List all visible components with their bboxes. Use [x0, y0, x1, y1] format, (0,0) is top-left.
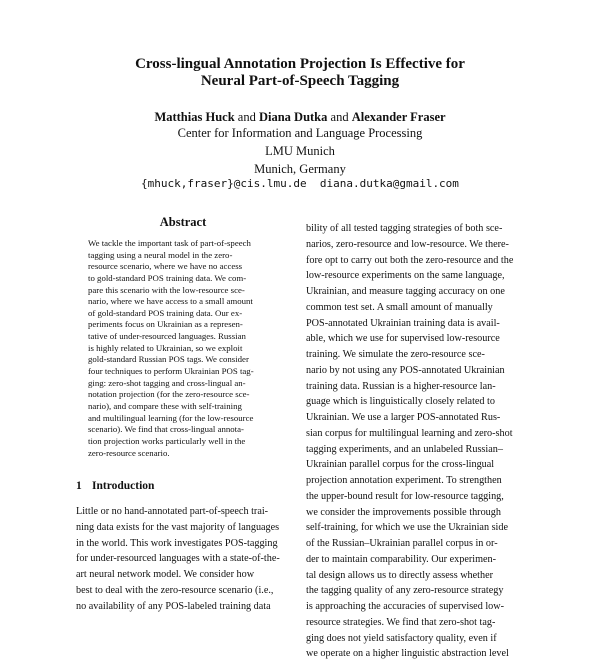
affiliation-line: Center for Information and Language Processing	[177, 126, 423, 140]
abstract-line: notation projection (for the zero-resource sce-	[88, 389, 250, 400]
abstract-body	[88, 238, 278, 459]
body-line: ning data exists for the vast majority of languages	[76, 521, 280, 533]
body-line: best to deal with the zero-resource scenario (i.e.,	[76, 584, 274, 596]
body-line: we operate on a higher linguistic abstraction level	[306, 648, 509, 660]
abstract-line: pare this scenario with the low-resource sce-	[88, 284, 245, 295]
body-line: tal design allows us to directly assess whether	[306, 569, 494, 581]
body-line: training. We simulate the zero-resource sce-	[306, 349, 485, 360]
affiliation-line: Munich, Germany	[254, 162, 346, 176]
abstract-line: ging: zero-shot tagging and cross-lingual an-	[88, 377, 246, 388]
author-separator: and	[234, 110, 259, 124]
body-line: POS-annotated Ukrainian training data is avail-	[306, 317, 500, 329]
abstract-line: nario), and compare these with self-training	[88, 400, 242, 411]
body-line: no availability of any POS-labeled training data	[76, 600, 271, 612]
section-heading	[76, 479, 291, 493]
title-line: Cross-lingual Annotation Projection Is Effective for	[135, 56, 465, 72]
body-line: bility of all tested tagging strategies of both sce-	[306, 223, 503, 234]
body-line: Ukrainian parallel corpus for the cross-lingual	[306, 459, 495, 471]
abstract-line: zero-resource scenario.	[88, 447, 170, 458]
abstract-line: tagging using a neural model in the zero-	[88, 249, 233, 260]
paper-title	[0, 56, 600, 90]
introduction-body	[76, 504, 291, 614]
abstract-line: tative of under-resourced languages. Russian	[88, 331, 246, 342]
body-line: self-training, for which we use the Ukrainian side	[306, 522, 508, 534]
abstract-line: resource scenario, where we have no access	[88, 261, 243, 272]
body-line: the upper-bound result for low-resource tagging,	[306, 490, 504, 502]
author-name: Diana Dutka	[258, 110, 328, 124]
body-line: Ukrainian, and measure tagging accuracy on one	[306, 286, 505, 297]
abstract-line: is highly related to Ukrainian, so we exploit	[88, 342, 243, 353]
body-line: projection annotation experiment. To strengthen	[306, 475, 502, 486]
author-emails: {mhuck,fraser}@cis.lmu.de diana.dutka@gmail.com	[141, 177, 459, 190]
section-title: Introduction	[92, 480, 155, 492]
body-line: low-resource experiments on the same language,	[306, 270, 505, 282]
right-column-body	[306, 221, 528, 662]
abstract-heading: Abstract	[159, 215, 207, 229]
author-name: Alexander Fraser	[351, 110, 446, 124]
body-line: we consider the improvements possible through	[306, 506, 501, 518]
author-separator: and	[327, 110, 352, 124]
abstract-line: We tackle the important task of part-of-speech	[88, 238, 251, 248]
abstract-line: periments focus on Ukrainian as a represen-	[88, 319, 243, 330]
body-line: der to maintain comparability. Our experimen-	[306, 553, 497, 565]
body-line: nario by not using any POS-annotated Ukrainian	[306, 364, 505, 376]
body-line: is approaching the accuracies of supervised low-	[306, 601, 505, 612]
body-line: Ukrainian. We use a larger POS-annotated Rus-	[306, 412, 501, 423]
body-line: tagging experiments, and an unlabeled Russian–	[306, 443, 503, 455]
body-line: the tagging quality of any zero-resource strategy	[306, 585, 504, 597]
title-line: Neural Part-of-Speech Tagging	[200, 73, 400, 89]
author-name: Matthias Huck	[154, 110, 235, 124]
body-line: in the world. This work investigates POS-tagging	[76, 537, 278, 549]
body-line: ging does not yield satisfactory quality, even if	[306, 632, 497, 644]
body-line: sian corpus for multilingual learning and zero-shot	[306, 427, 513, 439]
body-line: guage which is linguistically closely related to	[306, 396, 495, 408]
abstract-line: tion projection works particularly well in the	[88, 435, 246, 446]
body-line: narios, zero-resource and low-resource. We there-	[306, 238, 509, 250]
body-line: of the Russian–Ukrainian parallel corpus in or-	[306, 538, 498, 549]
body-line: for under-resourced languages with a state-of-the-	[76, 553, 280, 565]
body-line: fore opt to carry out both the zero-resource and the	[306, 254, 514, 266]
body-line: resource strategies. We find that zero-shot tag-	[306, 616, 496, 628]
body-line: Little or no hand-annotated part-of-speech trai-	[76, 506, 269, 517]
abstract-line: four techniques to perform Ukrainian POS tag-	[88, 366, 254, 377]
abstract-line: of gold-standard POS training data. Our ex-	[88, 307, 243, 318]
body-line: common test set. A small amount of manually	[306, 301, 493, 313]
affiliation	[0, 124, 600, 178]
section-number: 1	[76, 480, 82, 492]
affiliation-line: LMU Munich	[265, 144, 335, 158]
body-line: art neural network model. We consider how	[76, 569, 255, 580]
body-line: able, which we use for supervised low-resource	[306, 333, 500, 345]
abstract-line: gold-standard Russian POS tags. We consider	[88, 354, 249, 365]
abstract-line: nario, where we have access to a small amount	[88, 296, 253, 307]
body-line: training data. Russian is a higher-resource lan-	[306, 380, 496, 392]
abstract-line: to gold-standard POS training data. We com-	[88, 272, 247, 283]
abstract-line: scenario). We find that cross-lingual annota-	[88, 424, 244, 435]
abstract-line: and multilingual learning (for the low-resource	[88, 412, 254, 423]
